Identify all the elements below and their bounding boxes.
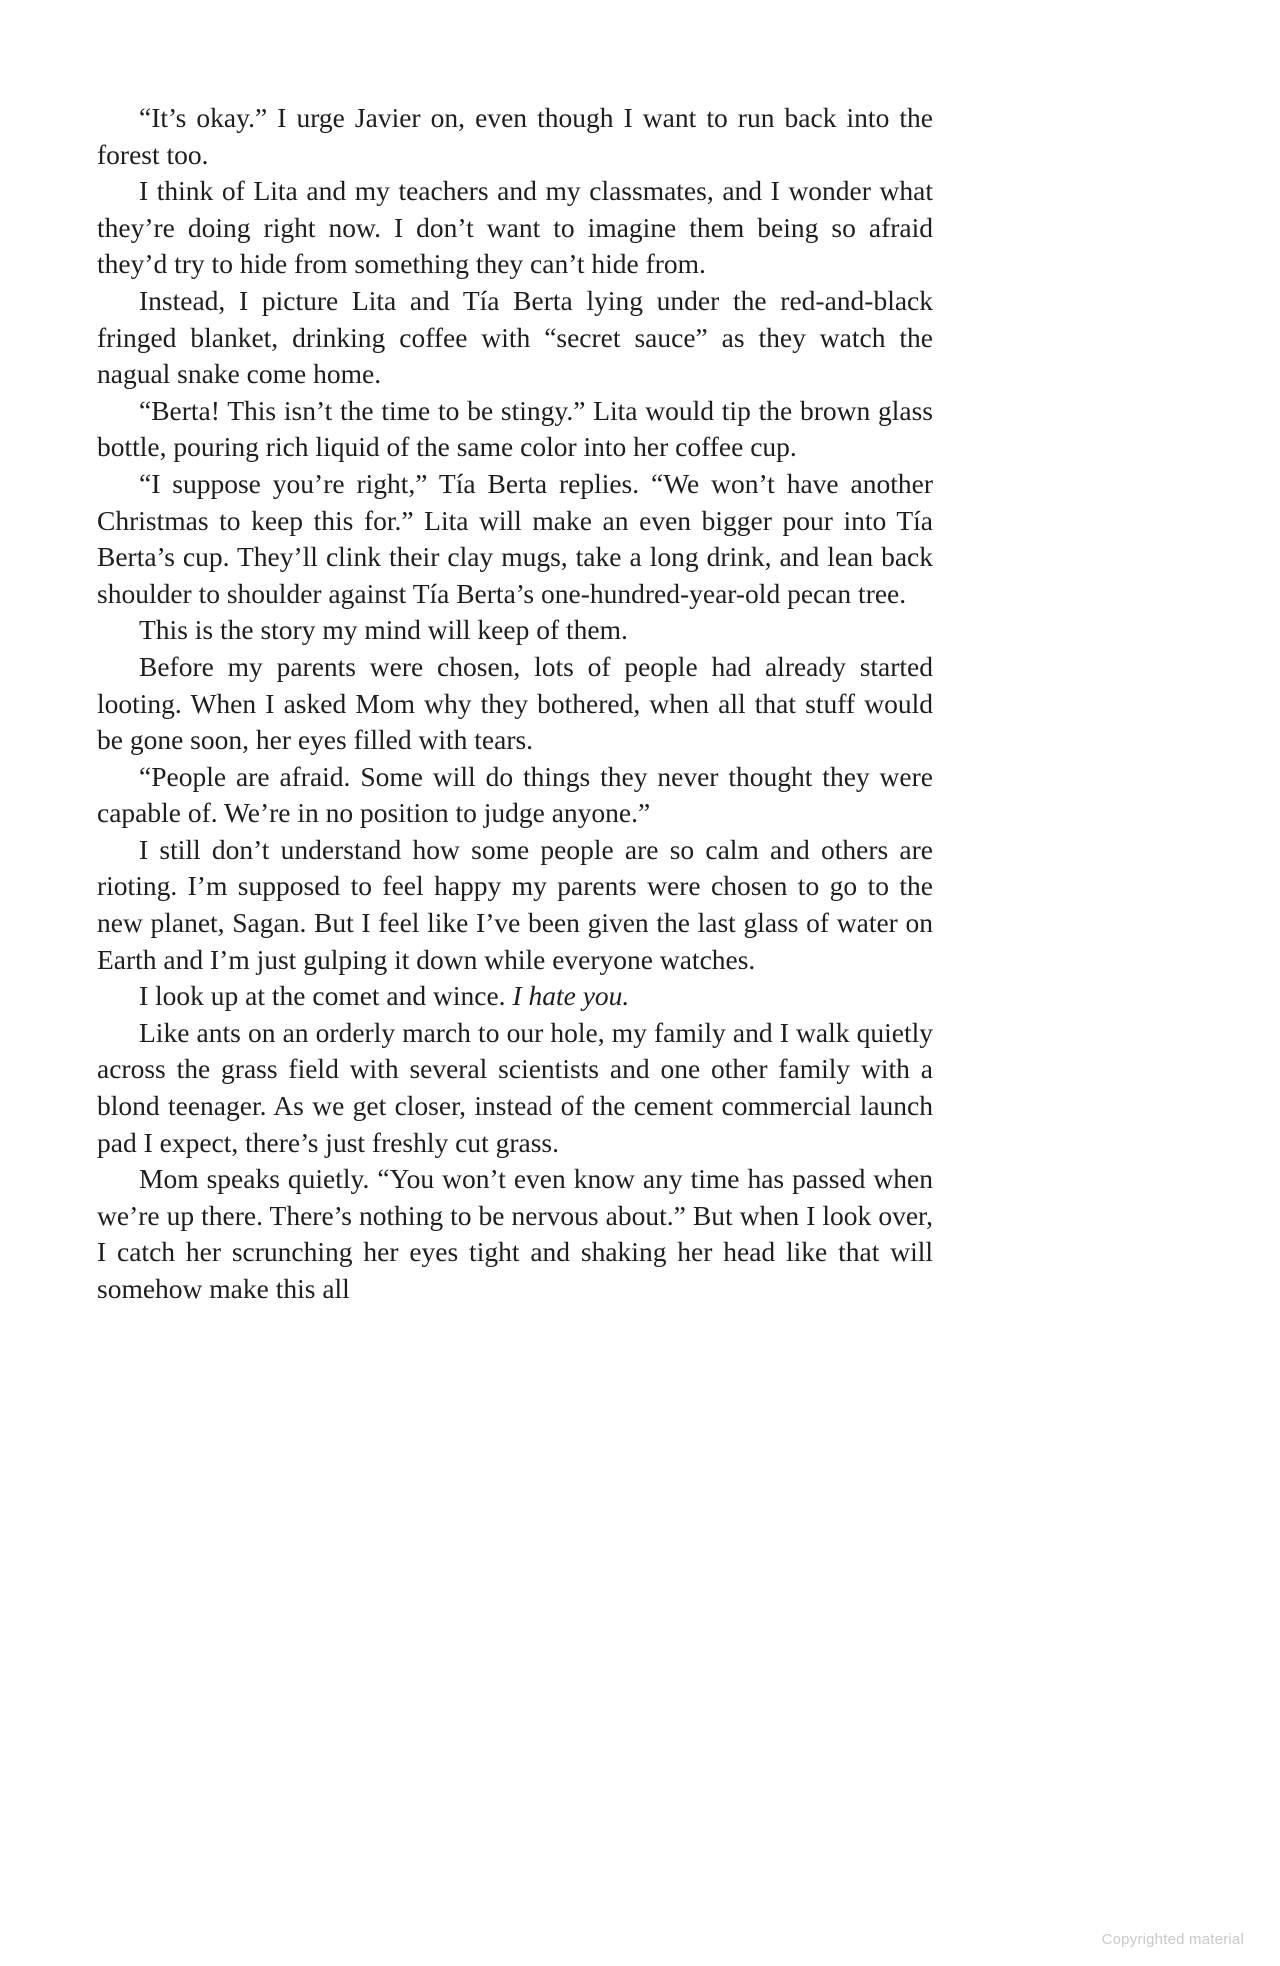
text-run: Like ants on an orderly march to our hole, my family and I walk quietly across the grass field with several scientists and one other family with a blond teenager. As we get closer, instead of the cement commercial launch pad I expect, there’s just freshly cut grass. — [97, 1016, 933, 1158]
paragraph — [97, 466, 933, 612]
text-run: I look up at the comet and wince. — [139, 980, 513, 1012]
text-run: “Berta! This isn’t the time to be stingy.” Lita would tip the brown glass bottle, pouring rich liquid of the same color into her coffee cup. — [97, 394, 933, 463]
paragraph — [97, 283, 933, 393]
text-run: I think of Lita and my teachers and my classmates, and I wonder what they’re doing right now. I don’t want to imagine them being so afraid they’d try to hide from something they can’t hide from. — [97, 175, 933, 280]
text-run: “I suppose you’re right,” Tía Berta replies. “We won’t have another Christmas to keep this for.” Lita will make an even bigger pour into Tía Berta’s cup. They’ll clink their clay mugs, take a long drink, and lean back shoulder to shoulder against Tía Berta’s one-hundred-year-old pecan tree. — [97, 467, 933, 609]
text-run: This is the story my mind will keep of them. — [139, 614, 628, 646]
paragraph — [97, 978, 933, 1015]
paragraph — [97, 612, 933, 649]
paragraph — [97, 393, 933, 466]
copyright-watermark: Copyrighted material — [1101, 1931, 1244, 1948]
paragraph — [97, 100, 933, 173]
paragraph — [97, 1015, 933, 1161]
text-run: I still don’t understand how some people are so calm and others are rioting. I’m supposed to feel happy my parents were chosen to go to the new planet, Sagan. But I feel like I’ve been given the last glass of water on Earth and I’m just gulping it down while everyone watches. — [97, 833, 933, 975]
text-run: Before my parents were chosen, lots of people had already started looting. When I asked Mom why they bothered, when all that stuff would be gone soon, her eyes filled with tears. — [97, 650, 933, 756]
text-run: Mom speaks quietly. “You won’t even know any time has passed when we’re up there. There’s nothing to be nervous about.” But when I look over, I catch her scrunching her eyes tight and shaking her head like that will somehow make this all — [97, 1163, 933, 1304]
italic-text-run: I hate you. — [512, 980, 630, 1012]
page-text — [97, 100, 933, 1308]
paragraph — [97, 649, 933, 759]
paragraph — [97, 1161, 933, 1307]
text-run: Instead, I picture Lita and Tía Berta lying under the red-and-black fringed blanket, drinking coffee with “secret sauce” as they watch the nagual snake come home. — [97, 284, 933, 390]
paragraph — [97, 759, 933, 832]
text-run: “It’s okay.” I urge Javier on, even though I want to run back into the forest too. — [97, 102, 933, 170]
paragraph — [97, 832, 933, 978]
text-run: “People are afraid. Some will do things they never thought they were capable of. We’re in no position to judge anyone.” — [97, 760, 933, 829]
paragraph — [97, 173, 933, 283]
